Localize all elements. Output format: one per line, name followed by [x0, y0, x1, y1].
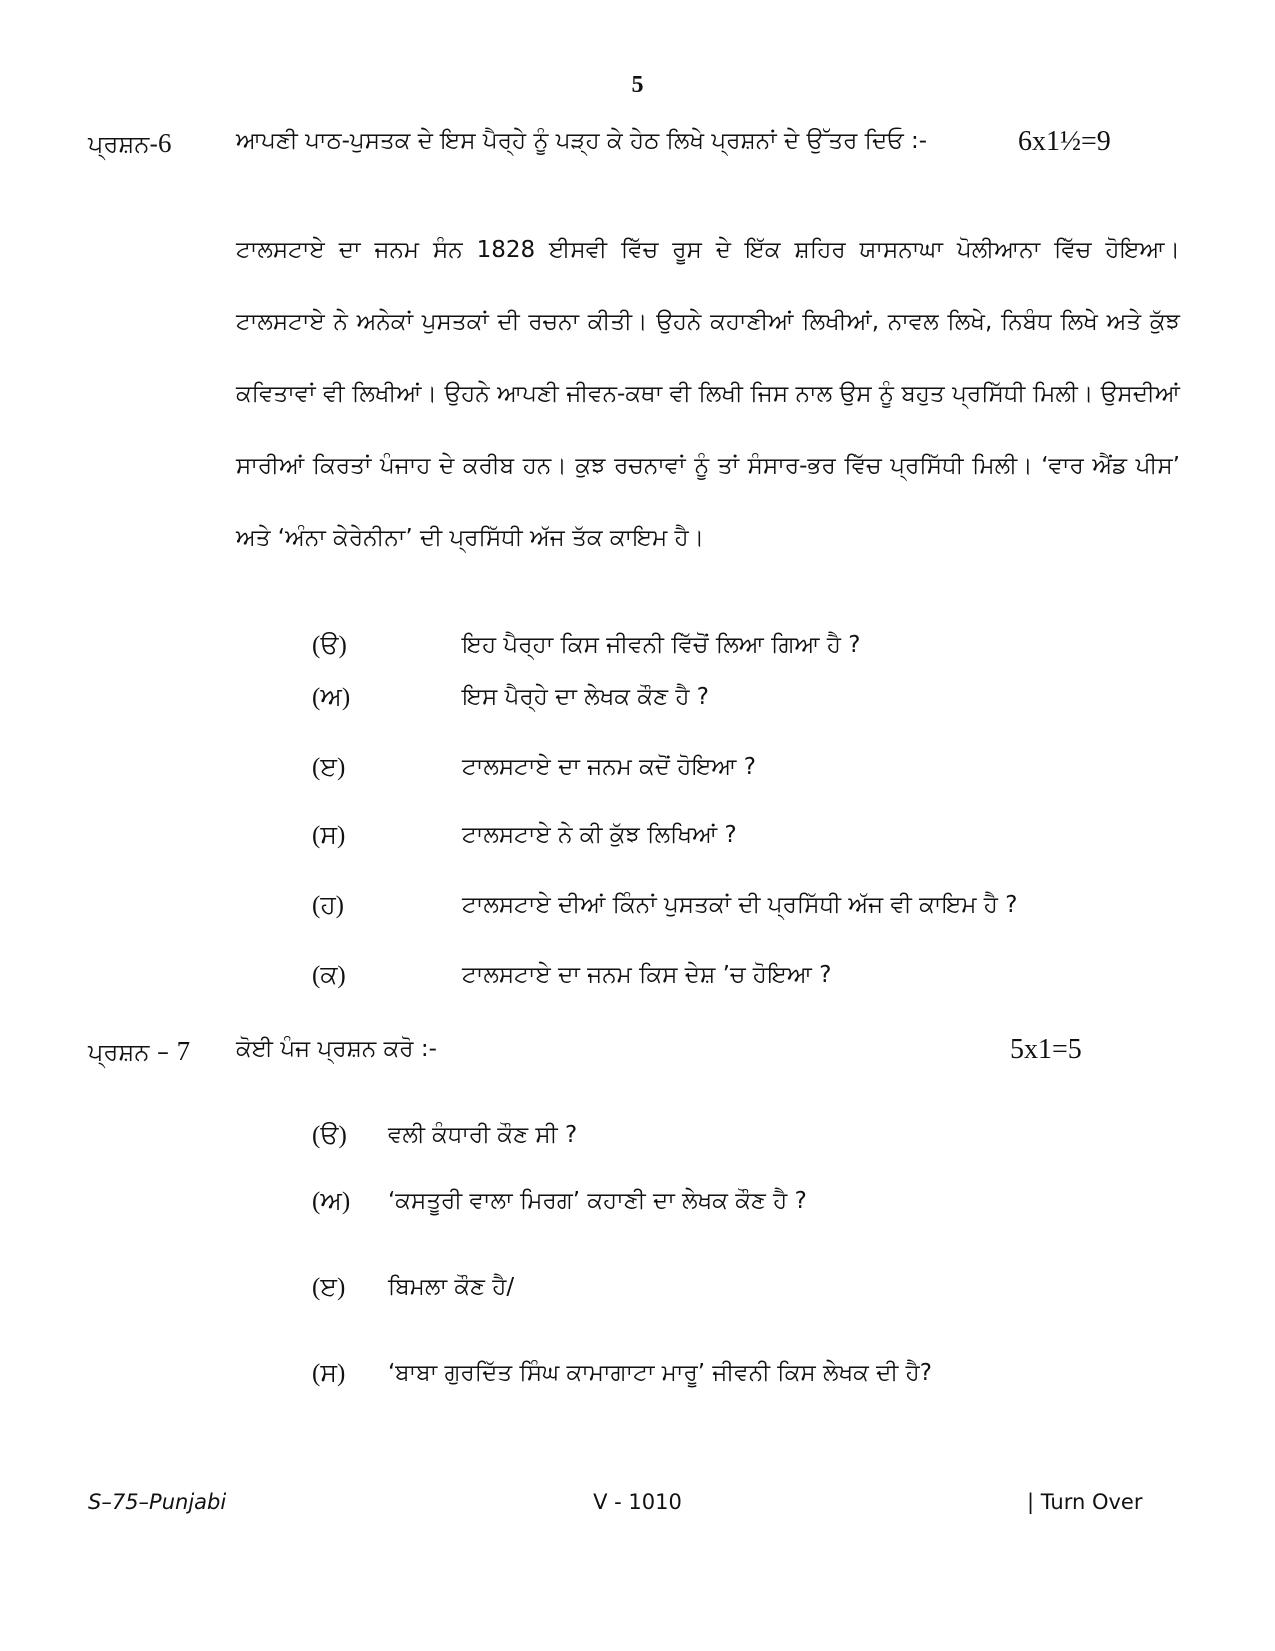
question-7-number: 7 [176, 1036, 191, 1066]
question-7-instruction: ਕੋਈ ਪੰਜ ਪ੍ਰਸ਼ਨ ਕਰੋ :- [236, 1036, 437, 1062]
item-text: ਟਾਲਸਟਾਏ ਦਾ ਜਨਮ ਕਦੋਂ ਹੋਇਆ ? [462, 754, 756, 780]
item-label: (ਅ) [312, 1188, 351, 1215]
question-6-passage: ਟਾਲਸਟਾਏ ਦਾ ਜਨਮ ਸੰਨ 1828 ਈਸਵੀ ਵਿੱਚ ਰੂਸ ਦੇ ਇੱਕ ਸ਼ਹਿਰ ਯਾਸਨਾਘਾ ਪੋਲੀਆਨਾ ਵਿੱਚ ਹੋਇਆ। ਟਾਲਸਟਾਏ ਨੇ ਅਨੇਕਾਂ ਪੁਸਤਕਾਂ ਦੀ ਰਚਨਾ ਕੀਤੀ। ਉਹਨੇ ਕਹਾਣੀਆਂ ਲਿਖੀਆਂ, ਨਾਵਲ ਲਿਖੇ, ਨਿਬੰਧ ਲਿਖੇ ਅਤੇ ਕੁੱਝ ਕਵਿਤਾਵਾਂ ਵੀ ਲਿਖੀਆਂ। ਉਹਨੇ ਆਪਣੀ ਜੀਵਨ-ਕਥਾ ਵੀ ਲਿਖੀ ਜਿਸ ਨਾਲ ਉਸ ਨੂੰ ਬਹੁਤ ਪ੍ਰਸਿੱਧੀ ਮਿਲੀ। ਉਸਦੀਆਂ ਸਾਰੀਆਂ ਕਿਰਤਾਂ ਪੰਜਾਹ ਦੇ ਕਰੀਬ ਹਨ। ਕੁਝ ਰਚਨਾਵਾਂ ਨੂੰ ਤਾਂ ਸੰਸਾਰ-ਭਰ ਵਿੱਚ ਪ੍ਰਸਿੱਧੀ ਮਿਲੀ। ‘ਵਾਰ ਐਂਡ ਪੀਸ’ ਅਤੇ ‘ਅੰਨਾ ਕੇਰੇਨੀਨਾ’ ਦੀ ਪ੍ਰਸਿੱਧੀ ਅੱਜ ਤੱਕ ਕਾਇਮ ਹੈ। [236, 237, 1180, 551]
question-6-label-text: ਪ੍ਰਸ਼ਨ- [88, 130, 159, 158]
item-label: (ੲ) [312, 754, 346, 781]
item-text: ਟਾਲਸਟਾਏ ਦਾ ਜਨਮ ਕਿਸ ਦੇਸ਼ ’ਚ ਹੋਇਆ ? [462, 962, 832, 988]
question-6-marks: 6x1½=9 [1018, 126, 1111, 157]
item-label: (ਸ) [312, 1360, 346, 1387]
item-text: ਇਹ ਪੈਰ੍ਹਾ ਕਿਸ ਜੀਵਨੀ ਵਿੱਚੋਂ ਲਿਆ ਗਿਆ ਹੈ ? [462, 632, 861, 658]
footer-paper-code: S–75–Punjabi [88, 1490, 227, 1514]
question-7-label [88, 1036, 190, 1067]
question-7-label-text: ਪ੍ਰਸ਼ਨ – [88, 1038, 177, 1066]
question-7-marks: 5x1=5 [1010, 1034, 1082, 1065]
item-text: ਇਸ ਪੈਰ੍ਹੇ ਦਾ ਲੇਖਕ ਕੌਣ ਹੈ ? [462, 684, 709, 710]
footer-version: V - 1010 [593, 1490, 682, 1514]
item-text: ਟਾਲਸਟਾਏ ਨੇ ਕੀ ਕੁੱਝ ਲਿਖਿਆਂ ? [462, 822, 737, 848]
item-label: (ੳ) [312, 632, 347, 659]
item-text: ਬਿਮਲਾ ਕੌਣ ਹੈ/ [388, 1274, 515, 1300]
item-label: (ਸ) [312, 822, 346, 849]
question-6-instruction: ਆਪਣੀ ਪਾਠ-ਪੁਸਤਕ ਦੇ ਇਸ ਪੈਰ੍ਹੇ ਨੂੰ ਪੜ੍ਹ ਕੇ ਹੇਠ ਲਿਖੇ ਪ੍ਰਸ਼ਨਾਂ ਦੇ ਉੱਤਰ ਦਿਓ :- [236, 128, 928, 154]
item-text: ‘ਕਸਤੂਰੀ ਵਾਲਾ ਮਿਰਗ’ ਕਹਾਣੀ ਦਾ ਲੇਖਕ ਕੌਣ ਹੈ ? [388, 1188, 807, 1214]
item-label: (ਕ) [312, 962, 346, 989]
question-6-label [88, 128, 172, 159]
question-6-number: 6 [158, 128, 172, 158]
item-label: (ਅ) [312, 684, 351, 711]
footer-turn-over: | Turn Over [1027, 1490, 1143, 1514]
page-number: 5 [631, 72, 644, 98]
item-label: (ਹ) [312, 892, 345, 919]
item-text: ਟਾਲਸਟਾਏ ਦੀਆਂ ਕਿੰਨਾਂ ਪੁਸਤਕਾਂ ਦੀ ਪ੍ਰਸਿੱਧੀ ਅੱਜ ਵੀ ਕਾਇਮ ਹੈ ? [462, 892, 1018, 918]
item-text: ‘ਬਾਬਾ ਗੁਰਦਿੱਤ ਸਿੰਘ ਕਾਮਾਗਾਟਾ ਮਾਰੂ’ ਜੀਵਨੀ ਕਿਸ ਲੇਖਕ ਦੀ ਹੈ? [388, 1360, 932, 1386]
item-label: (ੲ) [312, 1274, 346, 1301]
item-label: (ੳ) [312, 1122, 347, 1149]
item-text: ਵਲੀ ਕੰਧਾਰੀ ਕੌਣ ਸੀ ? [388, 1122, 578, 1148]
